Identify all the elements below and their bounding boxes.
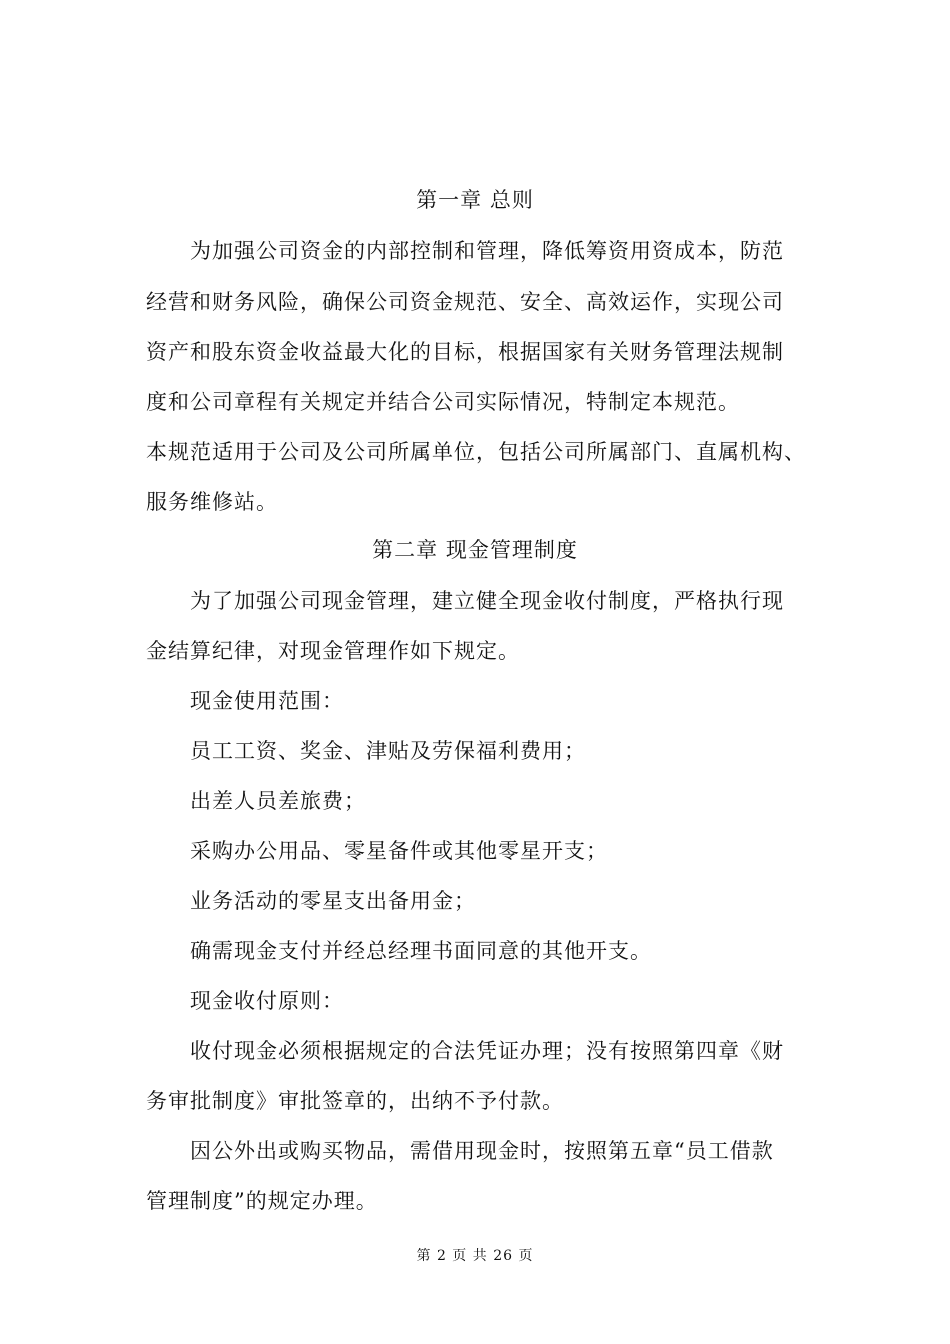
cash-principle-paragraph-1-line-2: 务审批制度》审批签章的，出纳不予付款。 [146,1089,564,1113]
cash-scope-item: 出差人员差旅费； [190,789,366,813]
cash-scope-item: 确需现金支付并经总经理书面同意的其他开支。 [190,939,652,963]
chapter-1-paragraph-1-line-4: 度和公司章程有关规定并结合公司实际情况，特制定本规范。 [146,390,740,414]
chapter-1-paragraph-1-line-3: 资产和股东资金收益最大化的目标，根据国家有关财务管理法规制 [146,340,784,364]
cash-principle-paragraph-1-line-1: 收付现金必须根据规定的合法凭证办理；没有按照第四章《财 [190,1039,784,1063]
cash-scope-item: 业务活动的零星支出备用金； [190,889,476,913]
cash-principle-paragraph-2-line-2: 管理制度”的规定办理。 [146,1189,378,1213]
cash-principle-heading: 现金收付原则： [190,989,344,1013]
cash-scope-heading: 现金使用范围： [190,689,344,713]
chapter-1-paragraph-1-line-1: 为加强公司资金的内部控制和管理，降低筹资用资成本，防范 [190,239,784,263]
chapter-1-title: 第一章 总则 [416,188,534,212]
chapter-1-paragraph-2-line-1: 本规范适用于公司及公司所属单位，包括公司所属部门、直属机构、 [146,440,806,464]
cash-scope-item: 员工工资、奖金、津贴及劳保福利费用； [190,739,586,763]
chapter-2-paragraph-1-line-2: 金结算纪律，对现金管理作如下规定。 [146,639,520,663]
chapter-1-paragraph-1-line-2: 经营和财务风险，确保公司资金规范、安全、高效运作，实现公司 [146,290,784,314]
chapter-1-paragraph-2-line-2: 服务维修站。 [146,490,278,514]
chapter-2-paragraph-1-line-1: 为了加强公司现金管理，建立健全现金收付制度，严格执行现 [190,589,784,613]
page-number-footer: 第 2 页 共 26 页 [416,1248,534,1264]
cash-scope-item: 采购办公用品、零星备件或其他零星开支； [190,839,608,863]
cash-principle-paragraph-2-line-1: 因公外出或购买物品，需借用现金时，按照第五章“员工借款 [190,1139,774,1163]
chapter-2-title: 第二章 现金管理制度 [372,538,578,562]
